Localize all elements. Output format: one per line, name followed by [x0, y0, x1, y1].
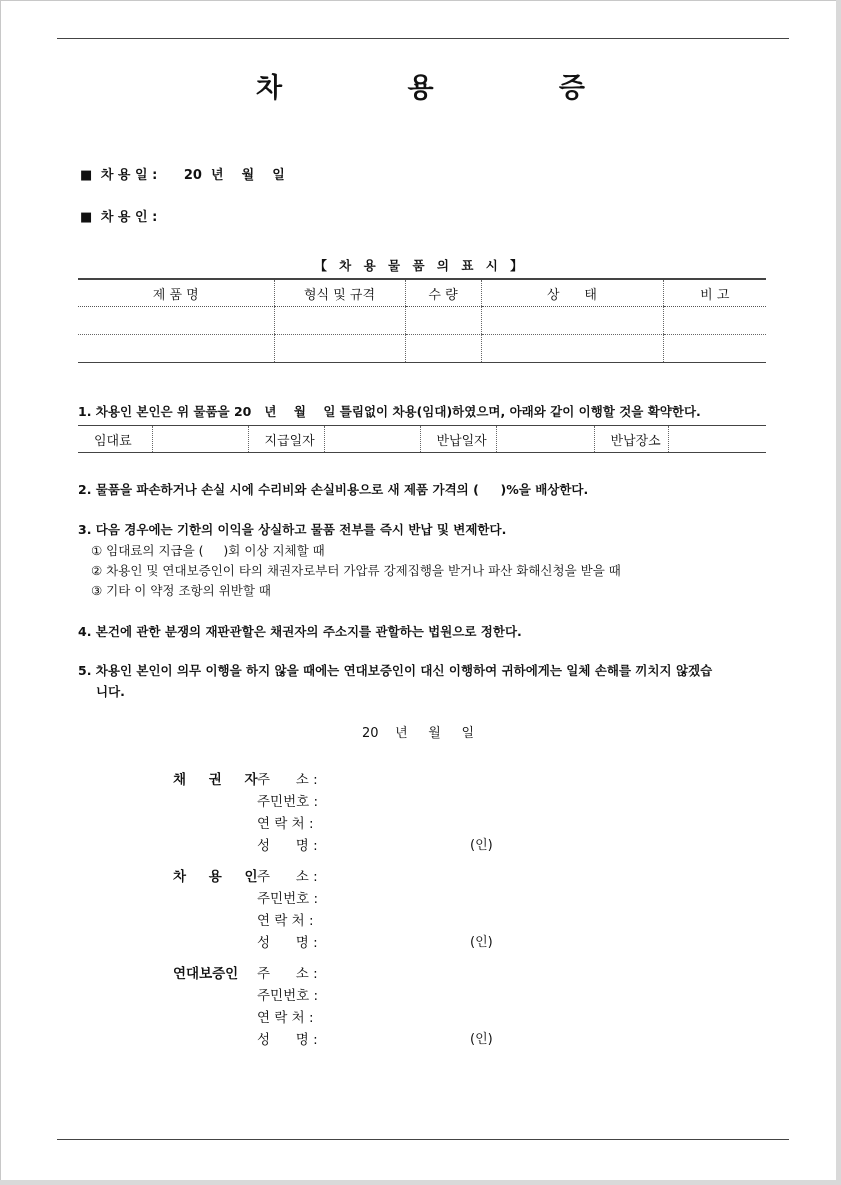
table-row: [78, 335, 766, 363]
return-place-label: 반납장소: [594, 426, 668, 453]
table-cell[interactable]: [78, 307, 274, 335]
clause-5-line-1: 5. 차용인 본인이 의무 이행을 하지 않을 때에는 연대보증인이 대신 이행하여 귀하에게는 일체 손해를 끼치지 않겠습: [78, 663, 713, 678]
return-place-value[interactable]: [668, 426, 766, 453]
clause-3-item-3: ③ 기타 이 약정 조항의 위반할 때: [91, 583, 271, 598]
table-cell[interactable]: [78, 335, 274, 363]
borrower-contact-field: 연 락 처 :: [257, 913, 314, 929]
sign-date: 20 년 월 일: [362, 726, 475, 741]
items-caption: 【 차 용 물 품 의 표 시 】: [314, 258, 527, 273]
clause-1: 1. 차용인 본인은 위 물품을 20 년 월 일 틀림없이 차용(임대)하였으며, 아래와 같이 이행할 것을 확약한다.: [78, 404, 701, 419]
creditor-seal-mark: (인): [470, 838, 493, 853]
payment-date-value[interactable]: [324, 426, 420, 453]
rental-fee-value[interactable]: [152, 426, 248, 453]
header-condition: 상 태: [481, 279, 663, 307]
header-product-name: 제 품 명: [78, 279, 274, 307]
table-cell[interactable]: [663, 307, 766, 335]
creditor-contact-field: 연 락 처 :: [257, 816, 314, 832]
borrower-party-label: 차 용 인: [173, 869, 267, 885]
borrower-name-field: 성 명 :: [257, 935, 318, 951]
clause-3: 3. 다음 경우에는 기한의 이익을 상실하고 물품 전부를 즉시 반납 및 변제한다.: [78, 522, 507, 537]
clause-5-line-2: 니다.: [96, 684, 125, 699]
table-row: [78, 307, 766, 335]
square-bullet-icon: ■: [80, 168, 93, 183]
table-cell[interactable]: [405, 307, 481, 335]
loan-date-value: 20 년 월 일: [183, 168, 285, 183]
return-date-label: 반납일자: [420, 426, 496, 453]
guarantor-label: 연대보증인: [173, 966, 239, 982]
items-header-row: [78, 279, 766, 307]
terms-row: [78, 426, 766, 453]
borrower-label: 차 용 인 :: [100, 210, 158, 225]
guarantor-address-field: 주 소 :: [257, 966, 318, 982]
bottom-rule: [57, 1139, 789, 1140]
loan-date-row: [80, 164, 285, 183]
header-spec: 형식 및 규격: [274, 279, 405, 307]
table-cell[interactable]: [405, 335, 481, 363]
loan-date-label: 차 용 일 :: [100, 168, 158, 183]
borrower-seal-mark: (인): [470, 935, 493, 950]
page-shadow-right: [836, 0, 841, 1185]
rental-fee-label: 임대료: [78, 426, 152, 453]
table-cell[interactable]: [481, 335, 663, 363]
payment-date-label: 지급일자: [248, 426, 324, 453]
top-rule: [57, 38, 789, 39]
square-bullet-icon: ■: [80, 210, 93, 225]
creditor-id-field: 주민번호 :: [257, 794, 319, 810]
clause-3-item-1: ① 임대료의 지급을 ( )회 이상 지체할 때: [91, 543, 325, 558]
page-title: 차 용 증: [255, 73, 644, 104]
table-cell[interactable]: [274, 335, 405, 363]
borrower-id-field: 주민번호 :: [257, 891, 319, 907]
clause-2: 2. 물품을 파손하거나 손실 시에 수리비와 손실비용으로 새 제품 가격의 ( )%을 배상한다.: [78, 482, 589, 497]
terms-table: [78, 425, 766, 453]
creditor-name-field: 성 명 :: [257, 838, 318, 854]
table-cell[interactable]: [663, 335, 766, 363]
return-date-value[interactable]: [496, 426, 594, 453]
table-cell[interactable]: [274, 307, 405, 335]
borrower-address-field: 주 소 :: [257, 869, 318, 885]
guarantor-id-field: 주민번호 :: [257, 988, 319, 1004]
clause-4: 4. 본건에 관한 분쟁의 재판관할은 채권자의 주소지를 관할하는 법원으로 정한다.: [78, 624, 522, 639]
header-remarks: 비 고: [663, 279, 766, 307]
table-cell[interactable]: [481, 307, 663, 335]
header-quantity: 수 량: [405, 279, 481, 307]
creditor-address-field: 주 소 :: [257, 772, 318, 788]
items-table: [78, 278, 766, 363]
borrower-row: [80, 206, 157, 225]
clause-3-item-2: ② 차용인 및 연대보증인이 타의 채권자로부터 가압류 강제집행을 받거나 파산 화해신청을 받을 때: [91, 563, 621, 578]
guarantor-contact-field: 연 락 처 :: [257, 1010, 314, 1026]
guarantor-name-field: 성 명 :: [257, 1032, 318, 1048]
page-shadow-bottom: [0, 1180, 841, 1185]
guarantor-seal-mark: (인): [470, 1032, 493, 1047]
creditor-label: 채 권 자: [173, 772, 267, 788]
